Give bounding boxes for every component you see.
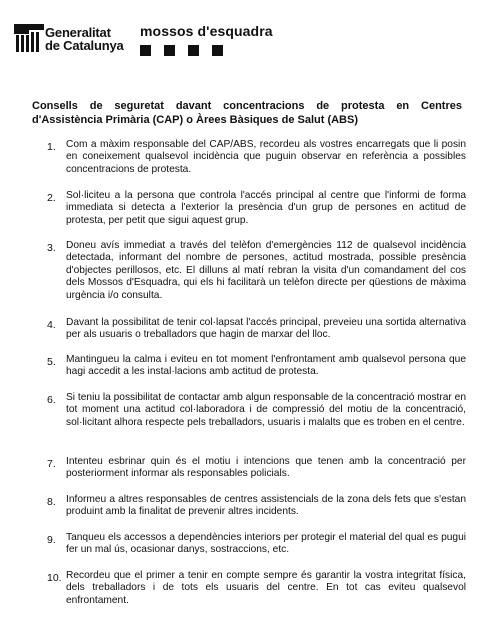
item-number: 2. bbox=[47, 192, 56, 204]
item-text: Doneu avís immediat a través del telèfon d'emergències 112 de qualsevol incidència detectada, informant del nombre de persones, actitud mostrada, possible presència d'objectes perillosos, etc. El dilluns al matí rebran la visita d'un comandament del cos dels Mossos d'Esquadra, qui els hi facilitarà un telèfon directe per qüestions de màxima urgència i/o consulta. bbox=[66, 240, 466, 301]
document-title: Consells de seguretat davant concentracions de protesta en Centres d'Assistència Primària (CAP) o Àrees Bàsiques de Salut (ABS) bbox=[32, 100, 462, 126]
item-text: Intenteu esbrinar quin és el motiu i intencions que tenen amb la concentració per posteriorment informar als responsables policials. bbox=[66, 456, 466, 480]
item-text: Com a màxim responsable del CAP/ABS, recordeu als vostres encarregats que li posin en coneixement qualsevol incidència que puguin observar en referència a possibles concentracions de protesta. bbox=[66, 139, 466, 175]
generalitat-line-2: de Catalunya bbox=[45, 38, 124, 53]
item-text: Si teniu la possibilitat de contactar amb algun responsable de la concentració mostrar en tot moment una actitud col·laboradora i de compressió del motiu de la concentració, sol·licitant alhora respecte pels treballadors, usuaris i malalts que es troben en el centre. bbox=[66, 392, 466, 428]
item-number: 7. bbox=[47, 458, 56, 470]
item-number: 10. bbox=[47, 572, 62, 584]
item-text: Davant la possibilitat de tenir col·lapsat l'accés principal, preveieu una sortida alternativa per als usuaris o treballadors que hagin de marxar del lloc. bbox=[66, 317, 466, 341]
generalitat-flag-logo bbox=[14, 24, 44, 52]
generalitat-line-1: Generalitat bbox=[45, 25, 111, 40]
item-number: 6. bbox=[47, 394, 56, 406]
item-text: Recordeu que el primer a tenir en compte sempre és garantir la vostra integritat física, dels treballadors i de tots els usuaris del centre. En tot cas eviteu qualsevol enfrontament. bbox=[66, 570, 466, 606]
item-number: 4. bbox=[47, 319, 56, 331]
item-number: 3. bbox=[47, 242, 56, 254]
item-number: 1. bbox=[47, 141, 56, 153]
item-text: Sol·liciteu a la persona que controla l'accés principal al centre que l'informi de forma immediata si detecta a l'exterior la presència d'un grup de persones en actitud de protesta, per petit que sigui aquest grup. bbox=[66, 190, 466, 226]
mossos-logo bbox=[140, 24, 275, 54]
item-text: Informeu a altres responsables de centres assistencials de la zona dels fets que s'estan produint amb la finalitat de prevenir altres incidents. bbox=[66, 494, 466, 518]
item-number: 9. bbox=[47, 534, 56, 546]
mossos-squares-icon bbox=[140, 43, 275, 54]
item-number: 8. bbox=[47, 496, 56, 508]
item-number: 5. bbox=[47, 356, 56, 368]
item-text: Mantingueu la calma i eviteu en tot moment l'enfrontament amb qualsevol persona que hagi accedit a les instal·lacions amb actitud de protesta. bbox=[66, 354, 466, 378]
item-text: Tanqueu els accessos a dependències interiors per protegir el material del qual es pugui fer un mal ús, ocasionar danys, sostraccions, etc. bbox=[66, 532, 466, 556]
mossos-wordmark: mossos d'esquadra bbox=[140, 23, 273, 39]
generalitat-wordmark bbox=[45, 26, 124, 52]
